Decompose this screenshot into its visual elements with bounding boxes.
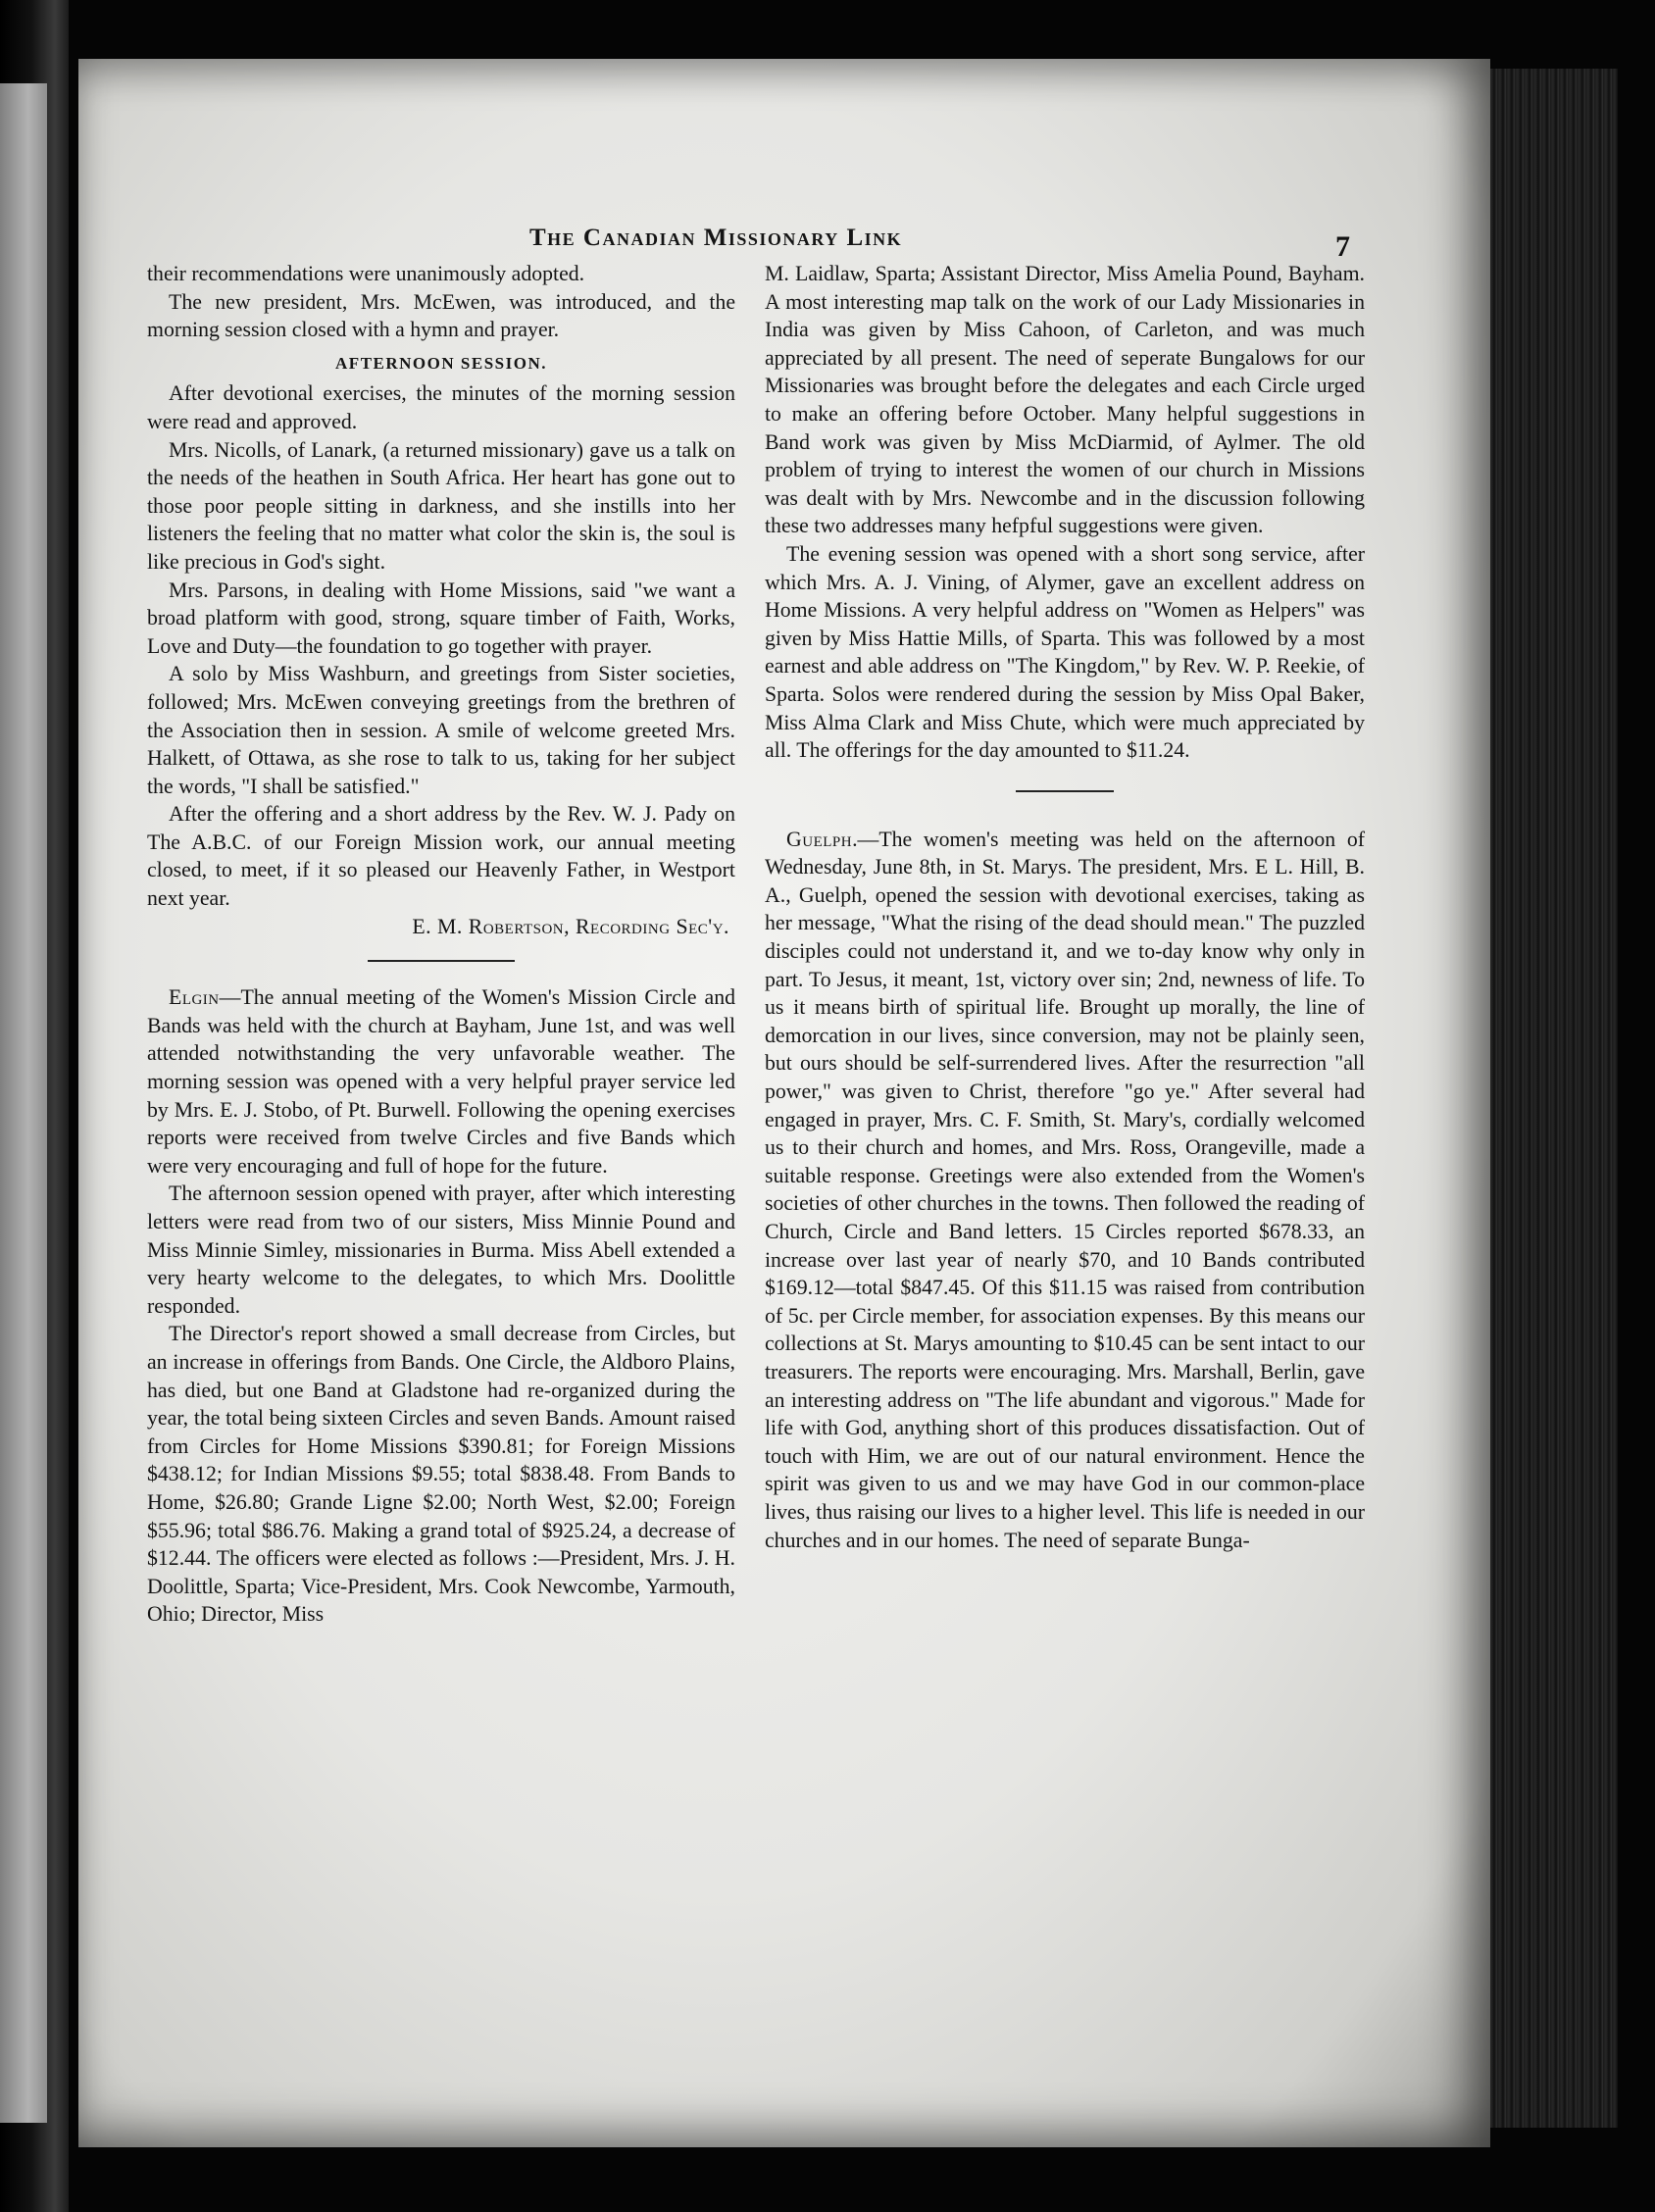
book-page-edges — [1471, 69, 1618, 2128]
paragraph-guelph-report — [765, 826, 1365, 1554]
paragraph-devotional: After devotional exercises, the minutes of the morning session were read and approved. — [147, 381, 735, 433]
paragraph-afternoon-prayer: The afternoon session opened with prayer, after which interesting letters were read from two of our sisters, Miss Minnie Pound and Miss Minnie Simley, missionaries in Burma. Miss Abell extended a very hearty welcome to the delegates, to which Mrs. Doolittle responded. — [147, 1181, 735, 1318]
paragraph-offering: After the offering and a short address by the Rev. W. J. Pady on The A.B.C. of our Foreign Mission work, our annual meeting closed, to meet, if it so pleased our Heavenly Father, in Westport next year. — [147, 802, 735, 911]
elgin-text: —The annual meeting of the Women's Mission Circle and Bands was held with the church at Bayham, June 1st, and was well attended notwithstanding the very unfavorable weather. The morning session was opened with a very helpful prayer service led by Mrs. E. J. Stobo, of Pt. Burwell. Following the opening exercises reports were received from twelve Circles and five Bands which were very encouraging and full of hope for the future. — [147, 985, 735, 1178]
paragraph-mrs-nicolls: Mrs. Nicolls, of Lanark, (a returned missionary) gave us a talk on the needs of the heathen in South Africa. Her heart has gone out to those poor people sitting in darkness, and she instills into her listeners the feeling that no matter what color the skin is, the soul is like precious in God's sight. — [147, 437, 735, 574]
page-number: 7 — [1335, 230, 1350, 263]
right-column — [765, 260, 1365, 1554]
paragraph-directors-report: The Director's report showed a small decrease from Circles, but an increase in offerings from Bands. One Circle, the Aldboro Plains, has died, but one Band at Gladstone had re-organized during the year, the total being sixteen Circles and seven Bands. Amount raised from Circles for Home Missions $390.81; for Foreign Missions $438.12; for Indian Missions $9.55; total $838.48. From Bands to Home, $26.80; Grande Ligne $2.00; North West, $2.00; Foreign $55.96; total $86.76. Making a grand total of $925.24, a decrease of $12.44. The officers were elected as follows :—President, Mrs. J. H. Doolittle, Sparta; Vice-President, Mrs. Cook Newcombe, Yarmouth, Ohio; Director, Miss — [147, 1322, 735, 1627]
paragraph-elgin-report — [147, 983, 735, 1180]
magazine-page — [78, 59, 1490, 2147]
left-column — [147, 260, 735, 1629]
heading-afternoon-session: AFTERNOON SESSION. — [335, 353, 547, 373]
signature-recording-secretary: E. M. Robertson, Recording Sec'y. — [412, 914, 729, 938]
paragraph-recommendations: their recommendations were unanimously adopted. — [147, 262, 585, 285]
running-title: The Canadian Missionary Link — [529, 225, 903, 251]
guelph-lead: Guelph — [786, 827, 853, 851]
elgin-lead: Elgin — [169, 985, 220, 1010]
facing-page-edge — [0, 83, 47, 2123]
section-divider-right — [1016, 790, 1114, 792]
paragraph-officers-continued: M. Laidlaw, Sparta; Assistant Director, Miss Amelia Pound, Bayham. A most interesting map talk on the work of our Lady Missionaries in India was given by Miss Cahoon, of Carleton, and was much appreciated by all present. The need of seperate Bungalows for our Missionaries was brought before the delegates and each Circle urged to make an offering before October. Many helpful suggestions in Band work was given by Miss McDiarmid, of Aylmer. The old problem of trying to interest the women of our church in Missions was dealt with by Mrs. Newcombe and in the discussion following these two addresses many hefpful suggestions were given. — [765, 262, 1365, 538]
page-header — [78, 221, 1490, 263]
section-divider — [368, 960, 515, 962]
paragraph-evening-session: The evening session was opened with a short song service, after which Mrs. A. J. Vining, of Alymer, gave an excellent address on Home Missions. A very helpful address on "Women as Helpers" was given by Miss Hattie Mills, of Sparta. This was followed by a most earnest and able address on "The Kingdom," by Rev. W. P. Reekie, of Sparta. Solos were rendered during the session by Miss Opal Baker, Miss Alma Clark and Miss Chute, which were much appreciated by all. The offerings for the day amounted to $11.24. — [765, 541, 1365, 763]
paragraph-mrs-parsons: Mrs. Parsons, in dealing with Home Missions, said "we want a broad platform with good, strong, square timber of Faith, Works, Love and Duty—the foundation to go together with prayer. — [147, 578, 735, 658]
paragraph-new-president: The new president, Mrs. McEwen, was introduced, and the morning session closed with a hymn and prayer. — [147, 289, 735, 342]
guelph-text: .—The women's meeting was held on the afternoon of Wednesday, June 8th, in St. Marys. The president, Mrs. E L. Hill, B. A., Guelph, opened the session with devotional exercises, taking as her message, "What the rising of the dead should mean." The puzzled disciples could not understand it, and we to-day know why only in part. To Jesus, it meant, 1st, victory over sin; 2nd, newness of life. To us it means birth of spiritual life. Brought up morally, the line of demorcation in our lives, since conversion, may not be plainly seen, but ours should be self-surrendered lives. After the resurrection "all power," was given to Christ, therefore "go ye." After several had engaged in prayer, Mrs. C. F. Smith, St. Mary's, cordially welcomed us to their church and homes, and Mrs. Ross, Orangeville, made a suitable response. Greetings were also extended from the Women's societies of other churches in the towns. Then followed the reading of Church, Circle and Band letters. 15 Circles reported $678.33, an increase over last year of nearly $70, and 10 Bands contributed $169.12—total $847.45. Of this $11.15 was raised from contribution of 5c. per Circle member, for association expenses. By this means our collections at St. Marys amounting to $10.45 can be sent intact to our treasurers. The reports were encouraging. Mrs. Marshall, Berlin, gave an interesting address on "The life abundant and vigorous." Made for life with God, anything short of this produces dissatisfaction. Out of touch with Him, we are out of our natural environment. Hence the spirit was given to us and we may have God in our common-place lives, thus raising our lives to a higher level. This life is needed in our churches and in our homes. The need of separate Bunga- — [765, 827, 1365, 1552]
paragraph-solo: A solo by Miss Washburn, and greetings from Sister societies, followed; Mrs. McEwen conveying greetings from the brethren of the Association then in session. A smile of welcome greeted Mrs. Halkett, of Ottawa, as she rose to talk to us, taking for her subject the words, "I shall be satisfied." — [147, 662, 735, 798]
